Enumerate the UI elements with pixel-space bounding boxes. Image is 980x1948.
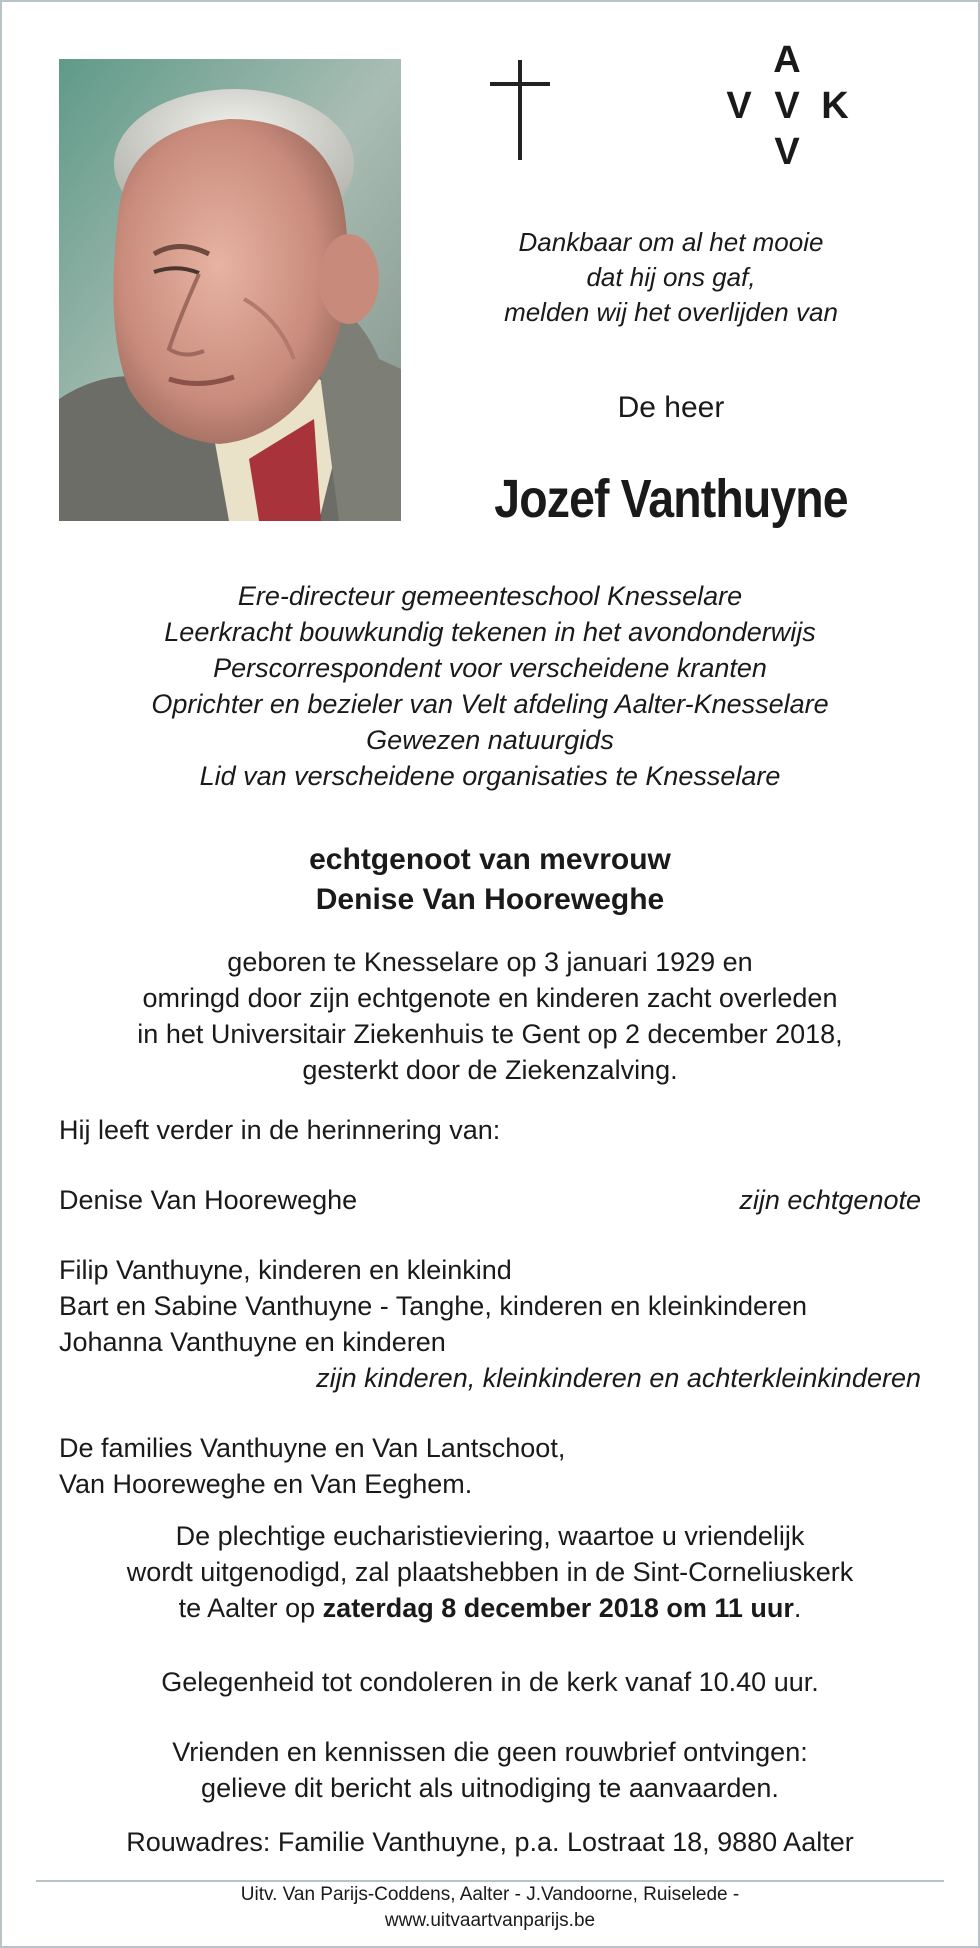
families-block: [59, 1430, 921, 1502]
logo-letter-center: V: [774, 85, 800, 127]
service-prefix: te Aalter op: [178, 1593, 323, 1623]
career-line: Perscorrespondent voor verscheidene kranten: [213, 653, 767, 683]
career-line: Gewezen natuurgids: [366, 725, 614, 755]
born-line: gesterkt door de Ziekenzalving.: [302, 1055, 678, 1085]
intro-line: dat hij ons gaf,: [586, 262, 756, 292]
portrait-image: [59, 59, 401, 521]
born-line: in het Universitair Ziekenhuis te Gent op 2 december 2018,: [137, 1019, 843, 1049]
service-suffix: .: [793, 1593, 802, 1623]
invite-line: gelieve dit bericht als uitnodiging te aanvaarden.: [201, 1773, 779, 1803]
career-line: Leerkracht bouwkundig tekenen in het avondonderwijs: [164, 617, 816, 647]
salutation: De heer: [617, 391, 725, 424]
invite-block: [59, 1734, 921, 1806]
child-line: Johanna Vanthuyne en kinderen: [59, 1327, 446, 1357]
wife-row: [59, 1182, 921, 1218]
career-line: Lid van verscheidene organisaties te Knesselare: [199, 761, 781, 791]
spouse-block: [59, 840, 921, 920]
born-line: geboren te Knesselare op 3 januari 1929 en: [227, 947, 753, 977]
logo-letter-right: K: [821, 85, 849, 127]
footer-url: www.uitvaartvanparijs.be: [384, 1910, 596, 1931]
spouse-name: Denise Van Hooreweghe: [315, 883, 665, 916]
children-role: zijn kinderen, kleinkinderen en achterkleinkinderen: [316, 1363, 921, 1393]
service-line: De plechtige eucharistieviering, waartoe u vriendelijk: [175, 1521, 805, 1551]
spouse-line: echtgenoot van mevrouw: [309, 843, 671, 876]
intro-line: melden wij het overlijden van: [504, 297, 838, 327]
footer: [59, 1882, 921, 1934]
families-line: De families Vanthuyne en Van Lantschoot,: [59, 1433, 566, 1463]
invite-line: Vrienden en kennissen die geen rouwbrief ontvingen:: [172, 1737, 808, 1767]
logo-letter-left: V: [726, 85, 752, 127]
wife-role: zijn echtgenote: [739, 1185, 921, 1215]
service-line: [59, 1590, 921, 1626]
birth-death-text: [59, 944, 921, 1088]
families-line: Van Hooreweghe en Van Eeghem.: [59, 1469, 473, 1499]
cross-icon: [490, 60, 550, 160]
career-line: Ere-directeur gemeenteschool Knesselare: [237, 581, 743, 611]
logo-letter-top: A: [773, 39, 801, 81]
avvk-logo: [720, 38, 855, 174]
portrait-photo: [59, 59, 401, 521]
logo-letter-bottom: V: [774, 131, 800, 173]
wife-name: Denise Van Hooreweghe: [59, 1185, 358, 1215]
service-block: [59, 1518, 921, 1626]
remembrance-heading: Hij leeft verder in de herinnering van:: [59, 1115, 501, 1145]
children-list: [59, 1252, 921, 1396]
deceased-name: Jozef Vanthuyne: [494, 469, 848, 529]
footer-line: Uitv. Van Parijs-Coddens, Aalter - J.Vandoorne, Ruiselede -: [240, 1884, 740, 1905]
child-line: Bart en Sabine Vanthuyne - Tanghe, kinderen en kleinkinderen: [59, 1291, 808, 1321]
career-line: Oprichter en bezieler van Velt afdeling Aalter-Knesselare: [151, 689, 829, 719]
address-text: Rouwadres: Familie Vanthuyne, p.a. Lostraat 18, 9880 Aalter: [126, 1827, 854, 1857]
child-line: Filip Vanthuyne, kinderen en kleinkind: [59, 1255, 512, 1285]
intro-line: Dankbaar om al het mooie: [518, 227, 824, 257]
born-line: omringd door zijn echtgenote en kinderen zacht overleden: [142, 983, 838, 1013]
intro-text: [420, 225, 922, 330]
condolence-text: Gelegenheid tot condoleren in de kerk vanaf 10.40 uur.: [161, 1667, 819, 1697]
service-line: wordt uitgenodigd, zal plaatshebben in de Sint-Corneliuskerk: [126, 1557, 854, 1587]
service-date: zaterdag 8 december 2018 om 11 uur: [322, 1593, 794, 1623]
career-list: [59, 578, 921, 794]
